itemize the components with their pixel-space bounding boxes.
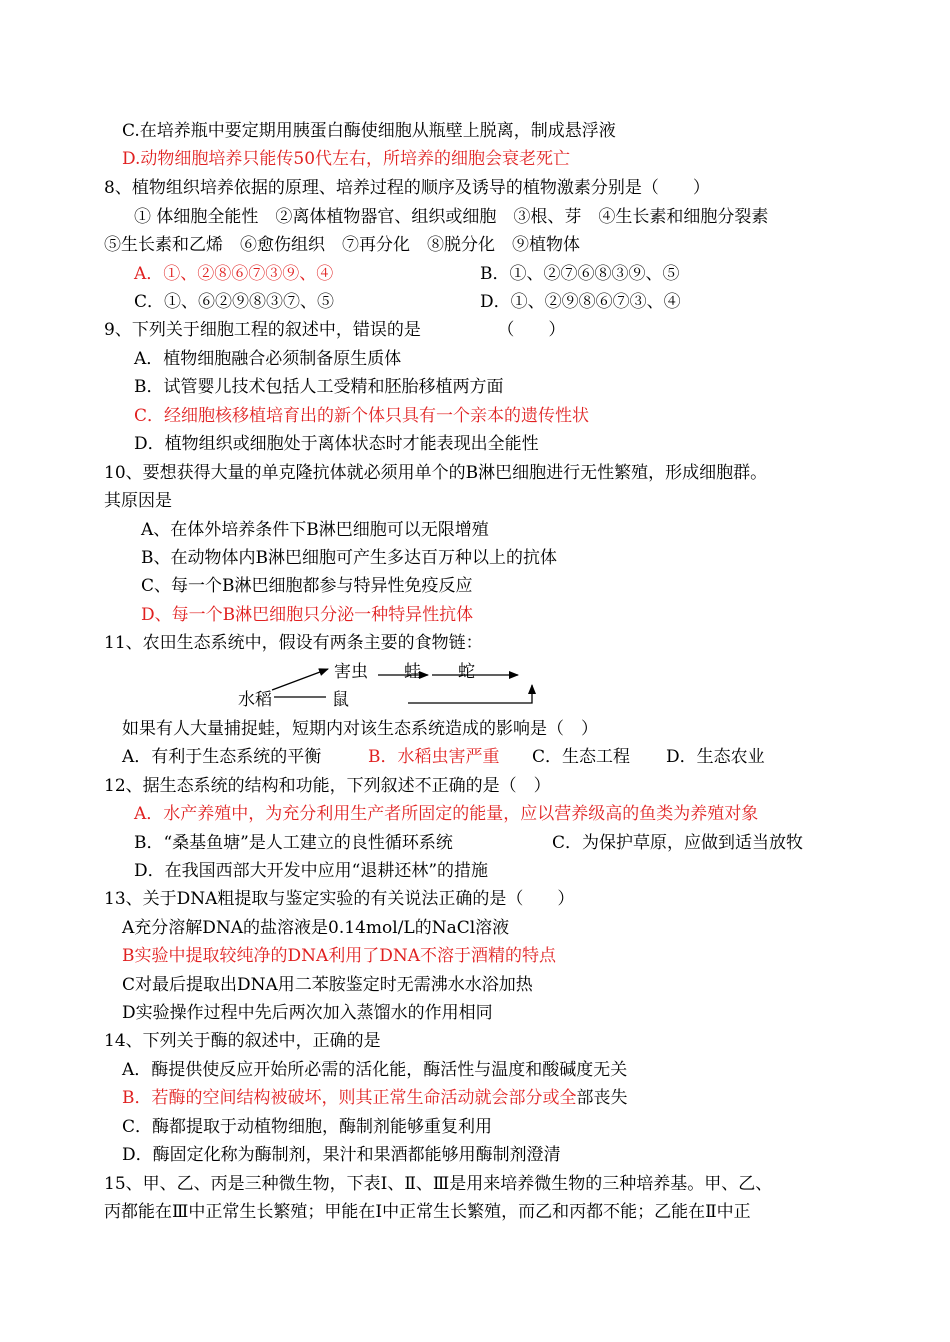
q14-stem: 14、下列关于酶的叙述中，正确的是 xyxy=(104,1031,381,1051)
q11-question: 如果有人大量捕捉蛙，短期内对该生态系统造成的影响是（ ） xyxy=(122,719,598,739)
chain-pest-label: 害虫 xyxy=(334,662,368,682)
arrow-rice-pest xyxy=(272,669,328,690)
q11-option-a: A．有利于生态系统的平衡 xyxy=(122,747,322,767)
q10-option-a: A、在体外培养条件下B淋巴细胞可以无限增殖 xyxy=(141,520,489,540)
q14-option-b xyxy=(122,1087,628,1109)
chain-frog-label: 蛙 xyxy=(404,662,421,682)
chain-mouse-label: 鼠 xyxy=(332,690,349,710)
chain-rice-label: 水稻 xyxy=(238,690,272,710)
q12-option-b: B．“桑基鱼塘”是人工建立的良性循环系统 xyxy=(134,833,453,853)
chain-snake-label: 蛇 xyxy=(458,662,475,682)
q8-option-d: D．①、②⑨⑧⑥⑦③、④ xyxy=(480,292,681,312)
q14-option-c: C．酶都提取于动植物细胞，酶制剂能够重复利用 xyxy=(122,1117,493,1137)
q11-option-d: D．生态农业 xyxy=(666,747,765,767)
q8-items-line2: ⑤生长素和乙烯 ⑥愈伤组织 ⑦再分化 ⑧脱分化 ⑨植物体 xyxy=(104,235,580,255)
q13-option-a: A充分溶解DNA的盐溶液是0.14mol/L的NaCl溶液 xyxy=(122,918,510,938)
q14-option-a: A．酶提供使反应开始所必需的活化能，酶活性与温度和酸碱度无关 xyxy=(122,1060,628,1080)
q8-option-b: B．①、②⑦⑥⑧③⑨、⑤ xyxy=(480,264,680,284)
q10-stem-line2: 其原因是 xyxy=(104,491,172,511)
q13-option-c: C对最后提取出DNA用二苯胺鉴定时无需沸水水浴加热 xyxy=(122,975,533,995)
q7-option-c: C.在培养瓶中要定期用胰蛋白酶使细胞从瓶壁上脱离，制成悬浮液 xyxy=(122,121,616,141)
q14-option-d: D．酶固定化称为酶制剂，果汁和果酒都能够用酶制剂澄清 xyxy=(122,1145,561,1165)
q11-stem: 11、农田生态系统中，假设有两条主要的食物链： xyxy=(104,633,483,653)
q8-option-c: C．①、⑥②⑨⑧③⑦、⑤ xyxy=(134,292,335,312)
q8-option-a: A．①、②⑧⑥⑦③⑨、④ xyxy=(134,264,334,284)
arrow-mouse-snake xyxy=(408,685,532,703)
q13-option-d: D实验操作过程中先后两次加入蒸馏水的作用相同 xyxy=(122,1003,493,1023)
q9-option-c: C．经细胞核移植培育出的新个体只具有一个亲本的遗传性状 xyxy=(134,406,590,426)
q12-option-d: D．在我国西部大开发中应用“退耕还林”的措施 xyxy=(134,861,489,881)
q10-option-b: B、在动物体内B淋巴细胞可产生多达百万种以上的抗体 xyxy=(141,548,557,568)
q7-option-d: D.动物细胞培养只能传50代左右，所培养的细胞会衰老死亡 xyxy=(122,149,571,169)
q9-option-b: B．试管婴儿技术包括人工受精和胚胎移植两方面 xyxy=(134,377,504,397)
q8-items-line1: ① 体细胞全能性 ②离体植物器官、组织或细胞 ③根、芽 ④生长素和细胞分裂素 xyxy=(134,207,769,227)
q8-stem: 8、植物组织培养依据的原理、培养过程的顺序及诱导的植物激素分别是（ ） xyxy=(104,178,710,198)
q15-stem-line2: 丙都能在Ⅲ中正常生长繁殖；甲能在Ⅰ中正常生长繁殖，而乙和丙都不能；乙能在Ⅱ中正 xyxy=(104,1202,751,1222)
q10-option-c: C、每一个B淋巴细胞都参与特异性免疫反应 xyxy=(141,576,473,596)
q14-option-b-red: B．若酶的空间结构被破坏，则其正常生命活动就会部分或全 xyxy=(122,1088,577,1108)
q13-option-b: B实验中提取较纯净的DNA利用了DNA不溶于酒精的特点 xyxy=(122,946,557,966)
q12-option-c: C．为保护草原，应做到适当放牧 xyxy=(552,833,804,853)
q9-option-d: D．植物组织或细胞处于离体状态时才能表现出全能性 xyxy=(134,434,539,454)
q12-stem: 12、据生态系统的结构和功能，下列叙述不正确的是（ ） xyxy=(104,776,551,796)
q13-stem: 13、关于DNA粗提取与鉴定实验的有关说法正确的是（ ） xyxy=(104,889,575,909)
q11-option-c: C．生态工程 xyxy=(532,747,631,767)
q14-option-b-rest: 部丧失 xyxy=(576,1088,628,1108)
q15-stem-line1: 15、甲、乙、丙是三种微生物，下表Ⅰ、Ⅱ、Ⅲ是用来培养微生物的三种培养基。甲、乙、 xyxy=(104,1174,773,1194)
q10-option-d: D、每一个B淋巴细胞只分泌一种特异性抗体 xyxy=(141,605,474,625)
q9-stem: 9、下列关于细胞工程的叙述中，错误的是 （ ） xyxy=(104,320,566,340)
q9-option-a: A．植物细胞融合必须制备原生质体 xyxy=(134,349,402,369)
q10-stem-line1: 10、要想获得大量的单克隆抗体就必须用单个的B淋巴细胞进行无性繁殖，形成细胞群。 xyxy=(104,463,768,483)
q11-option-b: B．水稻虫害严重 xyxy=(368,747,500,767)
q12-option-a: A．水产养殖中，为充分利用生产者所固定的能量，应以营养级高的鱼类为养殖对象 xyxy=(134,804,759,824)
